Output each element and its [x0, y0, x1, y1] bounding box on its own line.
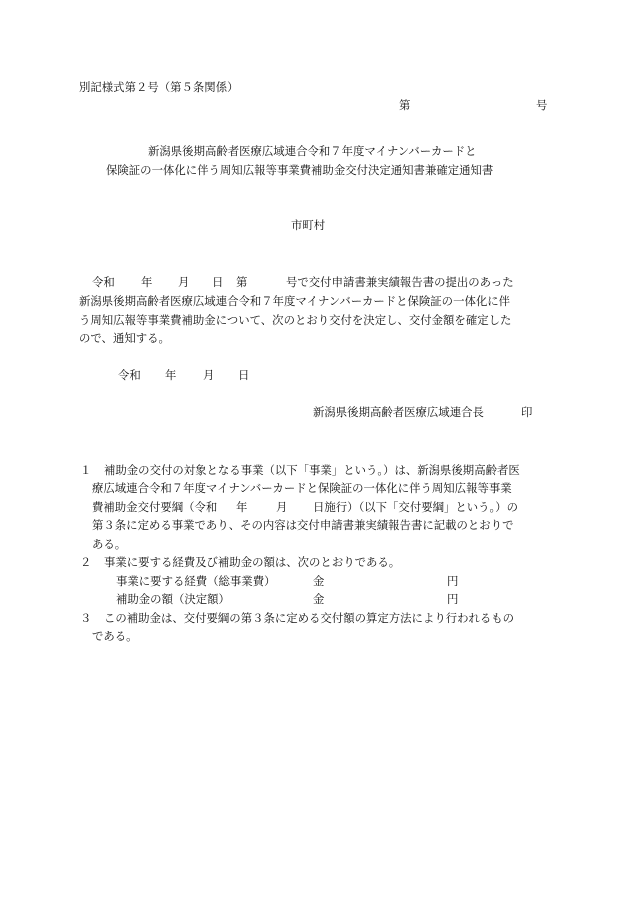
body-intro-rest: 号で交付申請書兼実績報告書の提出のあった [286, 275, 514, 289]
date-reiwa: 令和 [118, 368, 141, 382]
item-1-line-3d: 日施行）（以下「交付要綱」という。）の [313, 500, 519, 514]
item-3-line-1: この補助金は、交付要綱の第３条に定める交付額の算定方法により行われるもの [104, 611, 515, 625]
item-1-line-2: 療広域連合令和７年度マイナンバーカードと保険証の一体化に伴う周知広報等事業 [92, 481, 512, 495]
item-2-row-2-kin: 金 [313, 592, 325, 606]
doc-number-prefix: 第 [399, 98, 411, 112]
item-2-line-1: 事業に要する経費及び補助金の額は、次のとおりである。 [104, 555, 401, 569]
date-month: 月 [203, 368, 215, 382]
item-2-row-2-label: 補助金の額（決定額） [116, 592, 230, 606]
doc-number-suffix: 号 [536, 98, 548, 112]
item-1-line-5: ある。 [92, 537, 127, 551]
body-line-4: ので、通知する。 [79, 331, 170, 345]
item-2-number: ２ [80, 555, 92, 569]
item-2-row-2-yen: 円 [447, 592, 459, 606]
item-2-row-1-kin: 金 [313, 574, 325, 588]
item-1-line-3b: 年 [236, 500, 248, 514]
body-intro-dai: 第 [236, 275, 248, 289]
item-1-line-1: 補助金の交付の対象となる事業（以下「事業」という。）は、新潟県後期高齢者医 [104, 463, 520, 477]
item-1-number: １ [80, 463, 92, 477]
title-line-2: 保険証の一体化に伴う周知広報等事業費補助金交付決定通知書兼確定通知書 [106, 163, 494, 177]
item-3-line-2: である。 [92, 629, 138, 643]
form-label: 別記様式第２号（第５条関係） [79, 80, 239, 94]
body-line-3: う周知広報等事業費補助金について、次のとおり交付を決定し、交付金額を確定した [79, 313, 512, 327]
body-intro-month: 月 [178, 275, 190, 289]
item-2-row-1-label: 事業に要する経費（総事業費） [116, 574, 276, 588]
issuer-name: 新潟県後期高齢者医療広域連合長 [313, 405, 484, 419]
body-intro-day: 日 [212, 275, 224, 289]
item-1-line-4: 第３条に定める事業であり、その内容は交付申請書兼実績報告書に記載のとおりで [92, 518, 514, 532]
item-2-row-1-yen: 円 [447, 574, 459, 588]
issuer-seal: 印 [521, 405, 533, 419]
item-1-line-3a: 費補助金交付要綱（令和 [92, 500, 218, 514]
title-line-1: 新潟県後期高齢者医療広域連合令和７年度マイナンバーカードと [148, 144, 477, 158]
addressee: 市町村 [291, 218, 326, 232]
item-1-line-3c: 月 [276, 500, 288, 514]
item-3-number: ３ [80, 611, 92, 625]
body-line-2: 新潟県後期高齢者医療広域連合令和７年度マイナンバーカードと保険証の一体化に伴 [79, 294, 511, 308]
date-year: 年 [165, 368, 177, 382]
date-day: 日 [238, 368, 250, 382]
body-intro-reiwa: 令和 [92, 275, 115, 289]
body-intro-year: 年 [141, 275, 153, 289]
